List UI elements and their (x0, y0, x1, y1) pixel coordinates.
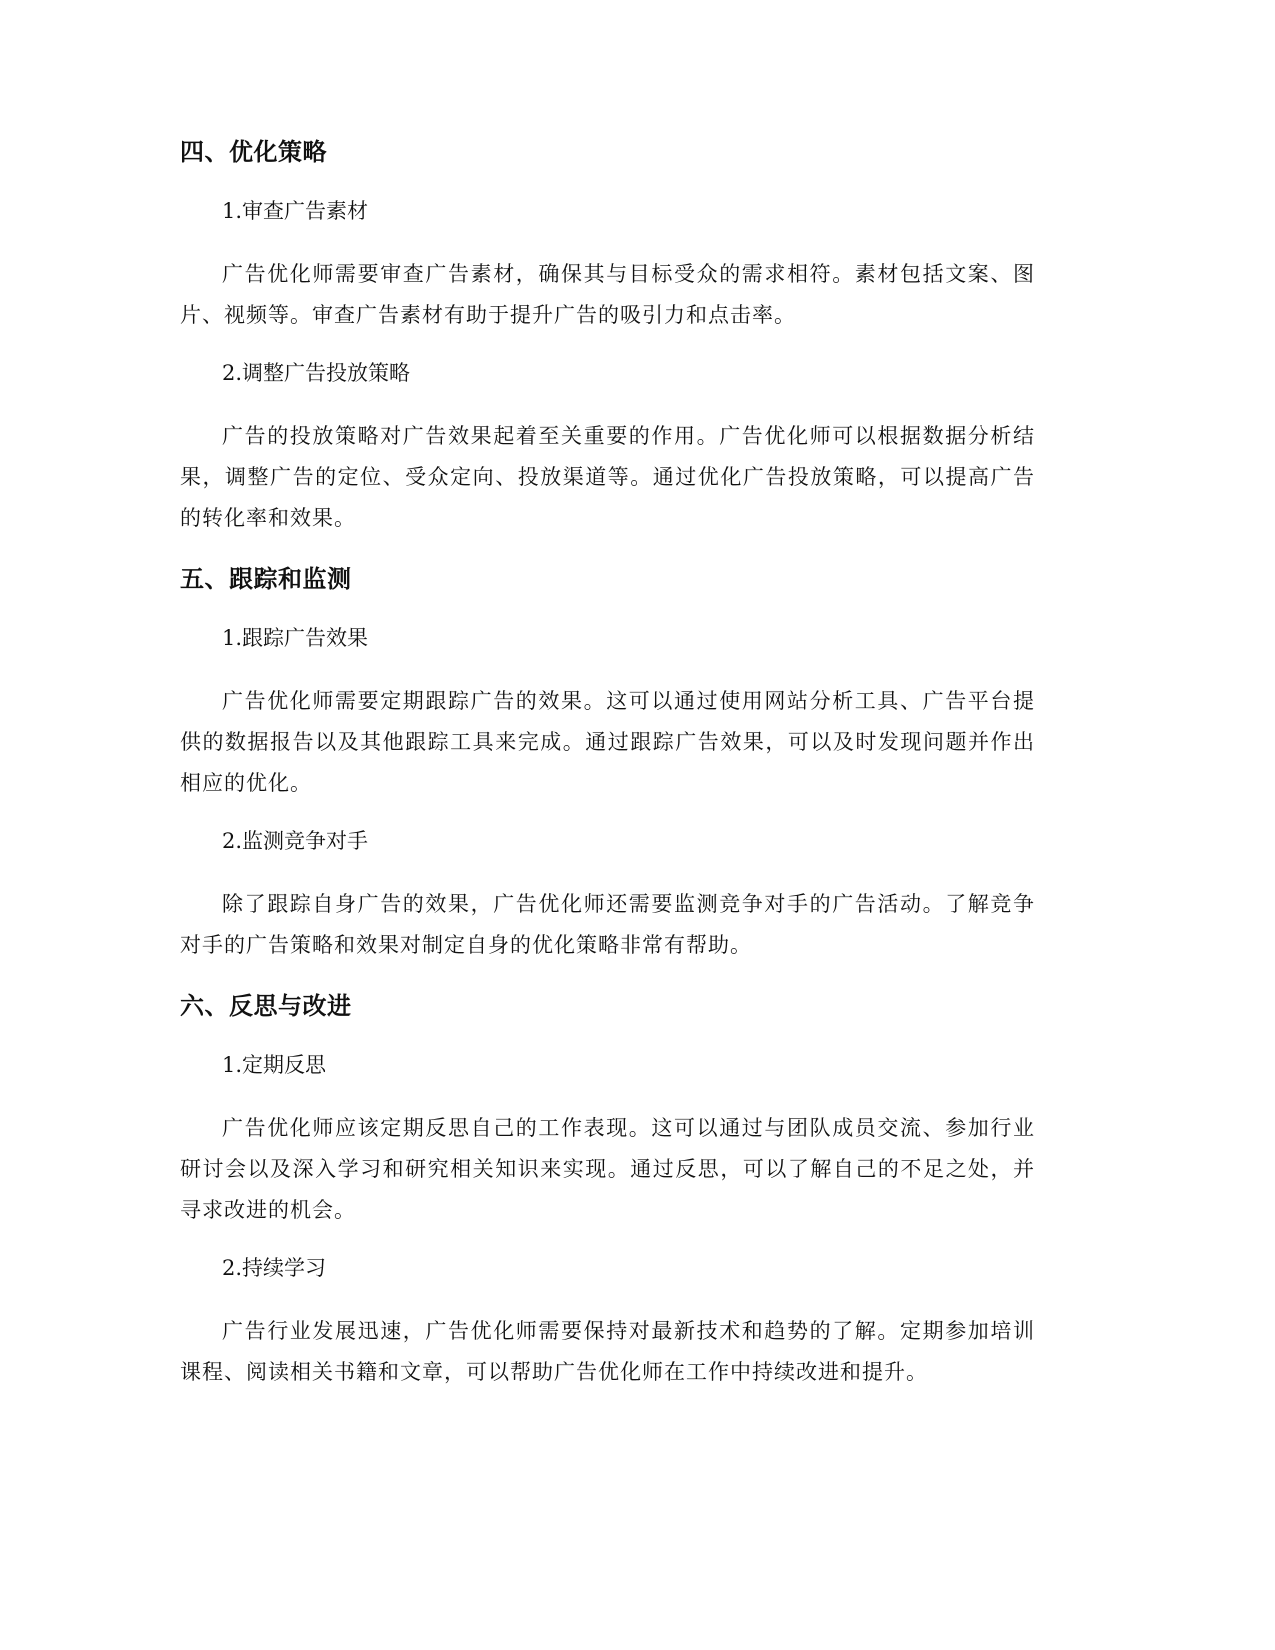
sub-heading: 1.定期反思 (222, 1053, 327, 1077)
paragraph: 广告优化师需要定期跟踪广告的效果。这可以通过使用网站分析工具、广告平台提供的数据报告以及其他跟踪工具来完成。通过跟踪广告效果，可以及时发现问题并作出相应的优化。 (180, 689, 1035, 795)
sub-heading: 2.调整广告投放策略 (222, 361, 411, 385)
paragraph: 除了跟踪自身广告的效果，广告优化师还需要监测竞争对手的广告活动。了解竞争对手的广告策略和效果对制定自身的优化策略非常有帮助。 (180, 892, 1035, 957)
sub-heading: 2.持续学习 (222, 1256, 327, 1280)
paragraph: 广告优化师需要审查广告素材，确保其与目标受众的需求相符。素材包括文案、图片、视频等。审查广告素材有助于提升广告的吸引力和点击率。 (180, 262, 1035, 327)
section-reflection-improvement (180, 986, 1035, 1393)
paragraph: 广告优化师应该定期反思自己的工作表现。这可以通过与团队成员交流、参加行业研讨会以及深入学习和研究相关知识来实现。通过反思，可以了解自己的不足之处，并寻求改进的机会。 (180, 1116, 1035, 1222)
section-heading: 四、优化策略 (180, 138, 327, 166)
paragraph: 广告的投放策略对广告效果起着至关重要的作用。广告优化师可以根据数据分析结果，调整广告的定位、受众定向、投放渠道等。通过优化广告投放策略，可以提高广告的转化率和效果。 (180, 424, 1035, 530)
sub-heading: 1.跟踪广告效果 (222, 626, 369, 650)
document-page (180, 132, 1035, 1413)
section-tracking-monitoring (180, 559, 1035, 966)
section-heading: 六、反思与改进 (180, 992, 352, 1020)
sub-heading: 1.审查广告素材 (222, 199, 369, 223)
section-heading: 五、跟踪和监测 (180, 565, 352, 593)
sub-heading: 2.监测竞争对手 (222, 829, 369, 853)
paragraph: 广告行业发展迅速，广告优化师需要保持对最新技术和趋势的了解。定期参加培训课程、阅读相关书籍和文章，可以帮助广告优化师在工作中持续改进和提升。 (180, 1319, 1035, 1384)
section-optimization-strategy (180, 132, 1035, 539)
